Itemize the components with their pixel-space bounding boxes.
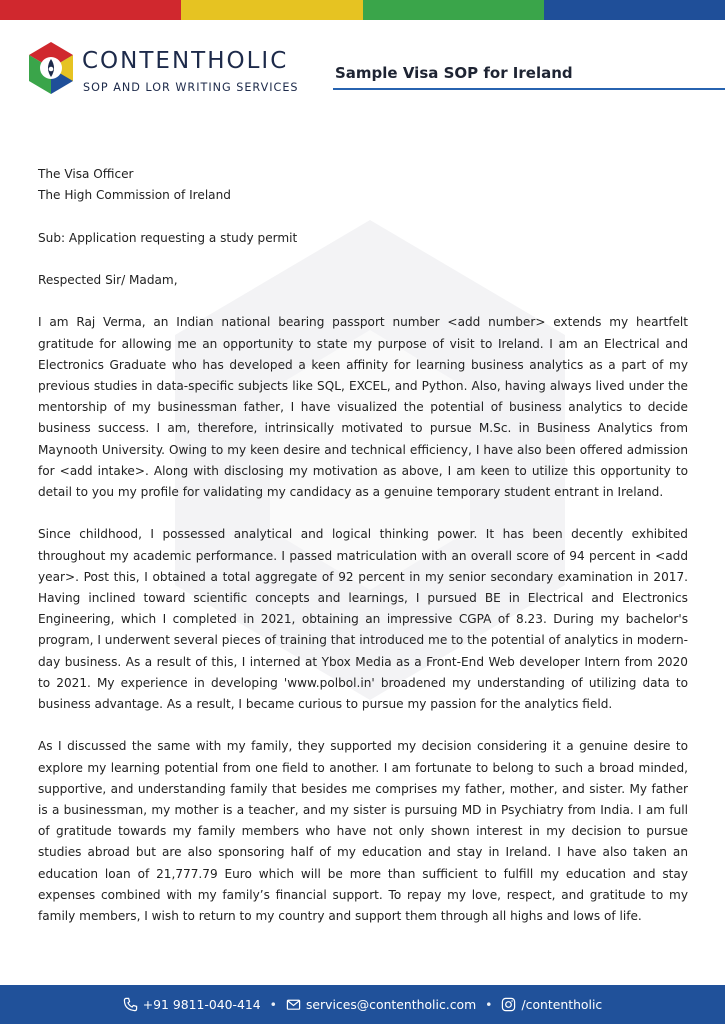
footer-phone[interactable] xyxy=(123,997,261,1012)
footer-email[interactable] xyxy=(286,997,476,1012)
brand-tagline: SOP AND LOR WRITING SERVICES xyxy=(83,81,299,94)
strip-green xyxy=(363,0,544,20)
subject-line: Sub: Application requesting a study permit xyxy=(38,230,298,245)
letter-body xyxy=(38,164,688,927)
footer-instagram[interactable] xyxy=(501,997,602,1012)
footer-separator: • xyxy=(269,997,277,1012)
page-title: Sample Visa SOP for Ireland xyxy=(335,64,573,82)
strip-blue xyxy=(544,0,725,20)
mail-icon xyxy=(286,997,301,1012)
phone-icon xyxy=(123,997,138,1012)
salutation: Respected Sir/ Madam, xyxy=(38,272,178,287)
contact-footer xyxy=(0,985,725,1024)
phone-number: +91 9811-040-414 xyxy=(142,997,261,1012)
paragraph-academics: Since childhood, I possessed analytical and logical thinking power. It has been decently exhibited throughout my academic performance. I passed matriculation with an overall score of 94 percent in <add year>. Post this, I obtained a total aggregate of 92 percent in my senior secondary examination in 2017. Having inclined toward scientific concepts and learnings, I pursued BE in Electrical and Electronics Engineering, which I completed in 2021, obtaining an impressive CGPA of 8.23. During my bachelor's program, I underwent several pieces of training that introduced me to the potential of analytics in modern-day business. As a result of this, I interned at Ybox Media as a Front-End Web developer Intern from 2020 to 2021. My experience in developing 'www.polbol.in' broadened my understanding of utilizing data to business advantage. As a result, I became curious to pursue my passion for the analytics field. xyxy=(38,527,688,712)
recipient-line-2: The High Commission of Ireland xyxy=(38,188,231,203)
instagram-icon xyxy=(501,997,516,1012)
strip-yellow xyxy=(181,0,362,20)
footer-separator: • xyxy=(485,997,493,1012)
paragraph-family: As I discussed the same with my family, they supported my decision considering it a genuine desire to explore my learning potential from one field to another. I am fortunate to belong to such a broad minded, supportive, and understanding family that besides me comprises my father, mother, and sister. My father is a businessman, my mother is a teacher, and my sister is pursuing MD in Psychiatry from India. I am full of gratitude towards my family members who have not only shown interest in my decision to pursue studies abroad but are also sponsoring half of my education and stay in Ireland. I have also taken an education loan of 21,777.79 Euro which will be more than sufficient to fulfill my education and stay expenses combined with my family’s financial support. To repay my love, respect, and gratitude to my family members, I wish to return to my country and support them through all highs and lows of life. xyxy=(38,739,688,924)
brand-logo xyxy=(26,42,299,104)
instagram-handle: /contentholic xyxy=(521,997,603,1012)
paragraph-introduction: I am Raj Verma, an Indian national bearing passport number <add number> extends my heartfelt gratitude for allowing me an opportunity to state my purpose of visit to Ireland. I am an Electrical and Electronics Graduate who has developed a keen affinity for learning business analytics as a part of my previous studies in data-specific subjects like SQL, EXCEL, and Python. Also, having always lived under the mentorship of my businessman father, I have visualized the potential of business analytics to decide business success. I am, therefore, intrinsically motivated to pursue M.Sc. in Business Analytics from Maynooth University. Owing to my keen desire and technical efficiency, I have also been offered admission for <add intake>. Along with disclosing my motivation as above, I am keen to utilize this opportunity to detail to you my profile for validating my candidacy as a genuine temporary student entrant in Ireland. xyxy=(38,315,688,499)
brand-color-strip xyxy=(0,0,725,20)
contentholic-logo-icon xyxy=(26,42,76,100)
strip-red xyxy=(0,0,181,20)
title-underline xyxy=(333,88,725,90)
recipient-line-1: The Visa Officer xyxy=(38,167,134,181)
email-address: services@contentholic.com xyxy=(305,997,477,1012)
brand-name: CONTENTHOLIC xyxy=(82,48,289,74)
